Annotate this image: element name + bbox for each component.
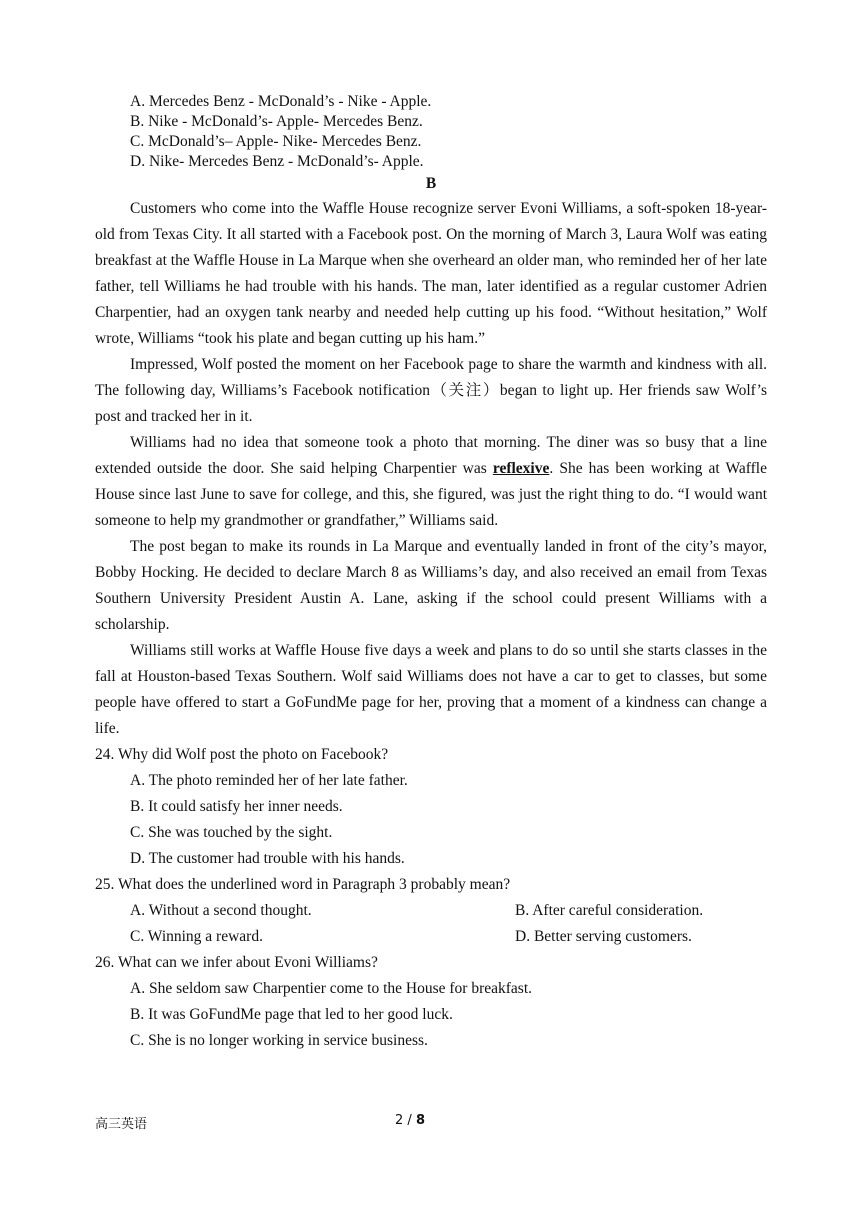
- question-26-option-b: B. It was GoFundMe page that led to her good luck.: [130, 1006, 453, 1023]
- paragraph-3-text-start: Williams had no idea that someone took a photo that morning. The diner was so busy that a line extended outside the door. She said helping Charpentier was: [95, 434, 767, 477]
- section-heading: B: [425, 175, 437, 192]
- option-b: B. Nike - McDonald’s- Apple- Mercedes Benz.: [130, 113, 423, 130]
- page-footer: [95, 1113, 767, 1133]
- question-25-option-d: D. Better serving customers.: [515, 928, 692, 945]
- question-25: [95, 872, 767, 950]
- paragraph-4: The post began to make its rounds in La Marque and eventually landed in front of the city’s mayor, Bobby Hocking. He decided to declare March 8 as Williams’s day, and also received an email from Texas Southern University President Austin A. Lane, asking if the school could present Williams with a scholarship.: [95, 538, 767, 633]
- page-current: 2: [395, 1113, 404, 1128]
- option-d: D. Nike- Mercedes Benz - McDonald’s- Apple.: [130, 153, 424, 170]
- question-26-option-c: C. She is no longer working in service business.: [130, 1032, 428, 1049]
- paragraph-5: Williams still works at Waffle House five days a week and plans to do so until she starts classes in the fall at Houston-based Texas Southern. Wolf said Williams does not have a car to get to classes, but some people have offered to start a GoFundMe page for her, proving that a moment of a kindness can change a life.: [95, 642, 767, 737]
- question-25-option-b: B. After careful consideration.: [515, 902, 704, 919]
- question-24-option-b: B. It could satisfy her inner needs.: [130, 798, 343, 815]
- page-separator: /: [403, 1113, 416, 1128]
- question-25-stem: 25. What does the underlined word in Paragraph 3 probably mean?: [95, 876, 511, 893]
- question-25-row-2: [130, 924, 767, 950]
- question-25-option-a: A. Without a second thought.: [130, 902, 312, 919]
- question-26-option-a: A. She seldom saw Charpentier come to the House for breakfast.: [130, 980, 533, 997]
- paragraph-1: Customers who come into the Waffle House recognize server Evoni Williams, a soft-spoken 18-year-old from Texas City. It all started with a Facebook post. On the morning of March 3, Laura Wolf was eating breakfast at the Waffle House in La Marque when she overheard an older man, who reminded her of her late father, tell Williams he had trouble with his hands. The man, later identified as a regular customer Adrien Charpentier, had an oxygen tank nearby and needed help cutting up his food. “Without hesitation,” Wolf wrote, Williams “took his plate and began cutting up his ham.”: [95, 200, 767, 347]
- page-content: [95, 92, 767, 1054]
- option-c: C. McDonald’s– Apple- Nike- Mercedes Benz.: [130, 133, 422, 150]
- underlined-word: reflexive: [492, 460, 550, 477]
- option-a: A. Mercedes Benz - McDonald’s - Nike - Apple.: [130, 93, 432, 110]
- paragraph-2: Impressed, Wolf posted the moment on her Facebook page to share the warmth and kindness with all. The following day, Williams’s Facebook notification（关注）began to light up. Her friends saw Wolf’s post and tracked her in it.: [95, 356, 767, 425]
- reading-passage: [95, 196, 767, 742]
- paragraph-3: [95, 430, 767, 534]
- question-25-row-1: [130, 898, 767, 924]
- question-26: [95, 950, 767, 1054]
- question-24-stem: 24. Why did Wolf post the photo on Facebook?: [95, 746, 389, 763]
- question-25-option-c: C. Winning a reward.: [130, 928, 263, 945]
- footer-subject: 高三英语: [95, 1117, 148, 1132]
- page-number: [395, 1113, 425, 1128]
- previous-question-options: [95, 92, 767, 172]
- question-24-option-d: D. The customer had trouble with his hands.: [130, 850, 405, 867]
- page-total: 8: [415, 1113, 425, 1128]
- question-24: [95, 742, 767, 872]
- question-24-option-a: A. The photo reminded her of her late father.: [130, 772, 408, 789]
- question-26-stem: 26. What can we infer about Evoni Williams?: [95, 954, 378, 971]
- question-24-option-c: C. She was touched by the sight.: [130, 824, 333, 841]
- paragraph-3-text-end: . She has been working at Waffle House since last June to save for college, and this, she figured, was just the right thing to do. “I would want someone to help my grandmother or grandfather,” Williams said.: [95, 460, 767, 529]
